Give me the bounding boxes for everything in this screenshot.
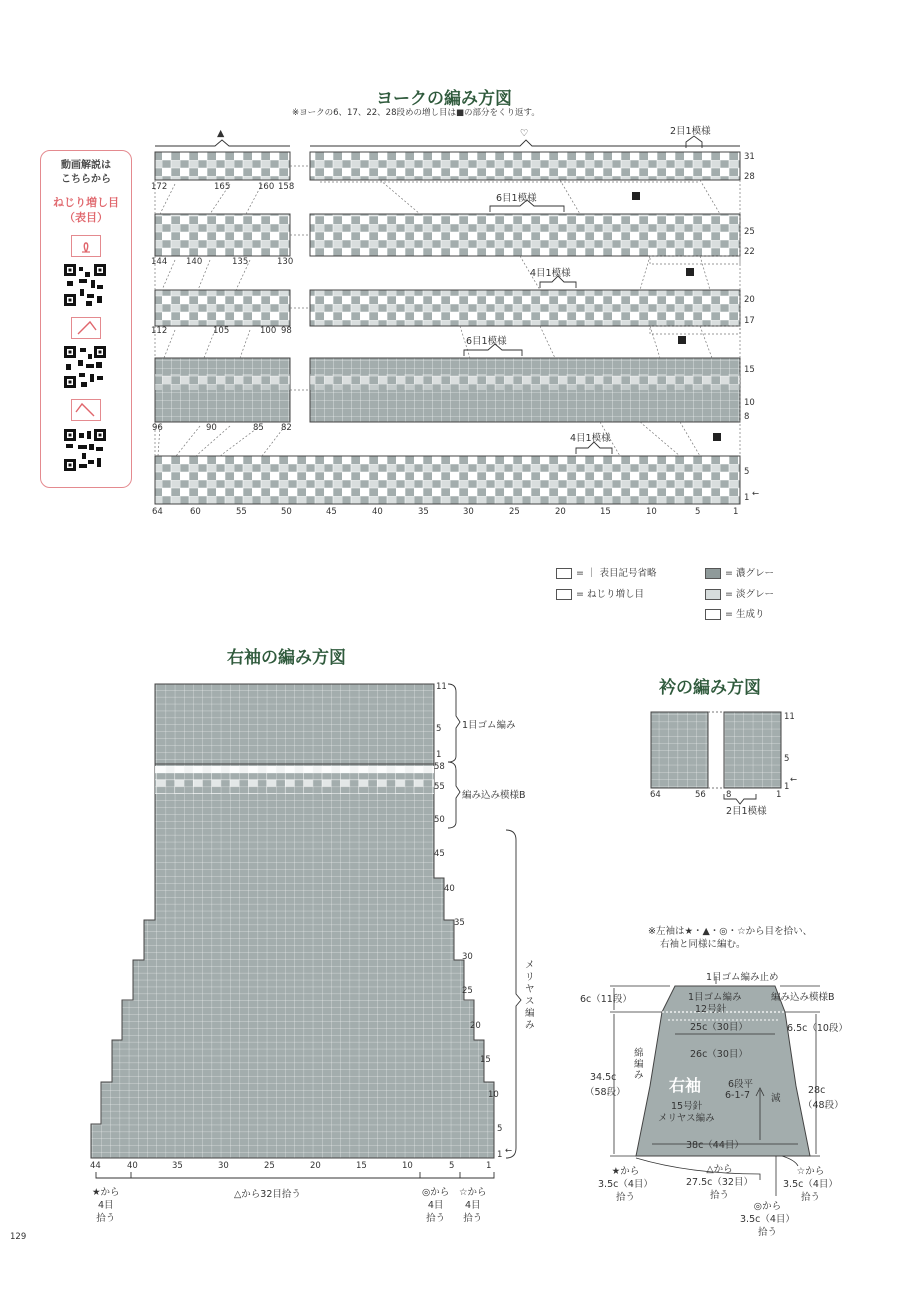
heart-marker: ♡ [520,128,529,139]
tick-label: 56 [695,790,706,800]
row-label: 30 [462,952,473,962]
row-label: 15 [744,365,755,375]
sidebar-line4: （表目） [64,211,108,224]
tick-label: 1 [486,1161,492,1171]
bind-off-label: 1目ゴム編み止め [706,972,779,983]
row-label: 5 [784,754,790,764]
row-label: 15 [480,1055,491,1065]
legend-dark-gray: = 濃グレー [705,565,774,579]
stitch-count: 130 [277,257,294,267]
section-rib: 1目ゴム編み [462,720,516,731]
pickup-white-star: ☆から 4目 拾う [459,1187,487,1224]
pickup-star-cm: ★から 3.5c（4目） 拾う [598,1166,653,1203]
tick-label: 50 [281,507,292,517]
yoke-title: ヨークの編み方図 [376,89,512,109]
row-label: 31 [744,152,755,162]
arrow-icon: ← [790,775,798,785]
tick-label: 64 [152,507,163,517]
legend-twist: = ねじり増し目 [556,586,644,600]
tick-label: 10 [402,1161,413,1171]
tick-label: 35 [418,507,429,517]
tick-label: 25 [509,507,520,517]
repeat-label: 6目1模様 [496,193,537,204]
row-label: 10 [488,1090,499,1100]
tick-label: 30 [218,1161,229,1171]
pickup-double-circle-cm: ◎から 3.5c（4目） 拾う [740,1201,795,1238]
tick-label: 1 [776,790,782,800]
arrow-icon: ← [752,489,760,499]
row-label: 1 [497,1150,503,1160]
tick-label: 1 [733,507,739,517]
repeat-label: 4目1模様 [530,268,571,279]
decrease-pattern: 6-1-7 [725,1090,750,1101]
height-top-right: 6.5c（10段） [787,1023,848,1034]
stitch-count: 144 [151,257,168,267]
sidebar-line1: 動画解説は [61,160,111,171]
pickup-double-circle: ◎から 4目 拾う [422,1187,450,1224]
width-38: 38c（44目） [686,1140,744,1151]
height-main-left-rows: （58段） [585,1087,626,1098]
decrease-rows: 6段平 [728,1079,754,1090]
row-label: 1 [436,750,442,760]
row-label: 28 [744,172,755,182]
row-label: 55 [434,782,445,792]
sleeve-title: 右袖の編み方図 [227,648,346,668]
pickup-triangle: △から32目拾う [234,1189,301,1200]
body-needle: 15号針 [671,1101,703,1112]
row-label: 1 [744,493,750,503]
row-label: 50 [434,815,445,825]
tick-label: 10 [646,507,657,517]
rib-label: 1目ゴム編み [688,992,742,1003]
stitch-count: 140 [186,257,203,267]
tick-label: 40 [127,1161,138,1171]
decrease-label: 減 [771,1093,781,1104]
stitch-count: 100 [260,326,277,336]
side-note: 綿編み [634,1048,644,1081]
row-label: 22 [744,247,755,257]
row-label: 45 [434,849,445,859]
row-label: 20 [744,295,755,305]
stitch-count: 160 [258,182,275,192]
width-26: 26c（30目） [690,1049,748,1060]
row-label: 17 [744,316,755,326]
section-pattern-b: 編み込み模様B [462,790,526,801]
arrow-icon: ← [505,1146,513,1156]
row-label: 5 [436,724,442,734]
height-right: 28c [808,1085,826,1096]
left-sleeve-note: ※左袖は★・▲・◎・☆から目を拾い、 [648,926,813,937]
tick-label: 45 [326,507,337,517]
tick-label: 35 [172,1161,183,1171]
tick-label: 25 [264,1161,275,1171]
row-label: 11 [784,712,795,722]
tick-label: 44 [90,1161,101,1171]
pickup-star: ★から 4目 拾う [92,1187,120,1224]
stitch-count: 105 [213,326,230,336]
collar-chart [640,700,800,820]
row-label: 10 [744,398,755,408]
row-label: 25 [744,227,755,237]
tick-label: 15 [600,507,611,517]
legend-natural: = 生成り [705,606,764,620]
row-label: 1 [784,782,790,792]
row-label: 8 [744,412,750,422]
tick-label: 20 [555,507,566,517]
legend-plain-stitch: = ｜ 表目記号省略 [556,565,657,579]
row-label: 5 [744,467,750,477]
height-main-left: 34.5c [590,1072,617,1083]
row-label: 5 [497,1124,503,1134]
pickup-triangle-cm: △から 27.5c（32目） 拾う [686,1164,753,1201]
tick-label: 64 [650,790,661,800]
collar-repeat: 2目1模様 [726,806,767,817]
height-top-left: 6c（11段） [580,994,632,1005]
legend-light-gray: = 淡グレー [705,586,774,600]
stitch-count: 135 [232,257,249,267]
rib-needle: 12号針 [695,1004,727,1015]
tick-label: 5 [449,1161,455,1171]
stitch-count: 90 [206,423,217,433]
tick-label: 20 [310,1161,321,1171]
sidebar-line3: ねじり増し目 [53,196,119,209]
row-label: 40 [444,884,455,894]
stitch-count: 96 [152,423,163,433]
sleeve-name: 右袖 [669,1076,702,1095]
yoke-note: ※ヨークの6、17、22、28段めの増し目は■の部分をくり返す。 [292,108,540,118]
stitch-count: 98 [281,326,292,336]
tick-label: 55 [236,507,247,517]
row-label: 35 [454,918,465,928]
stitch-count: 85 [253,423,264,433]
pattern-b-label: 編み込み模様B [771,992,835,1003]
tick-label: 15 [356,1161,367,1171]
stitch-count: 158 [278,182,295,192]
stitch-count: 112 [151,326,168,336]
left-sleeve-note-2: 右袖と同様に編む。 [660,939,746,950]
stitch-count: 172 [151,182,168,192]
row-label: 11 [436,682,447,692]
repeat-label: 2目1模様 [670,126,711,137]
section-stockinette: メリヤス編み [525,960,535,1031]
width-25: 25c（30目） [690,1022,748,1033]
sidebar-line2: こちらから [61,174,111,185]
tick-label: 40 [372,507,383,517]
height-right-rows: （48段） [803,1100,844,1111]
row-label: 25 [462,986,473,996]
row-label: 20 [470,1021,481,1031]
tick-label: 5 [695,507,701,517]
repeat-label: 6目1模様 [466,336,507,347]
row-label: 58 [434,762,445,772]
tick-label: 30 [463,507,474,517]
page-number: 129 [10,1232,27,1242]
body-stitch: メリヤス編み [658,1113,715,1124]
tick-label: 60 [190,507,201,517]
pickup-white-star-cm: ☆から 3.5c（4目） 拾う [783,1166,838,1203]
stitch-count: 82 [281,423,292,433]
tick-label: 8 [726,790,732,800]
triangle-marker: ▲ [217,128,225,139]
stitch-count: 165 [214,182,231,192]
collar-title: 衿の編み方図 [659,678,761,698]
repeat-label: 4目1模様 [570,433,611,444]
